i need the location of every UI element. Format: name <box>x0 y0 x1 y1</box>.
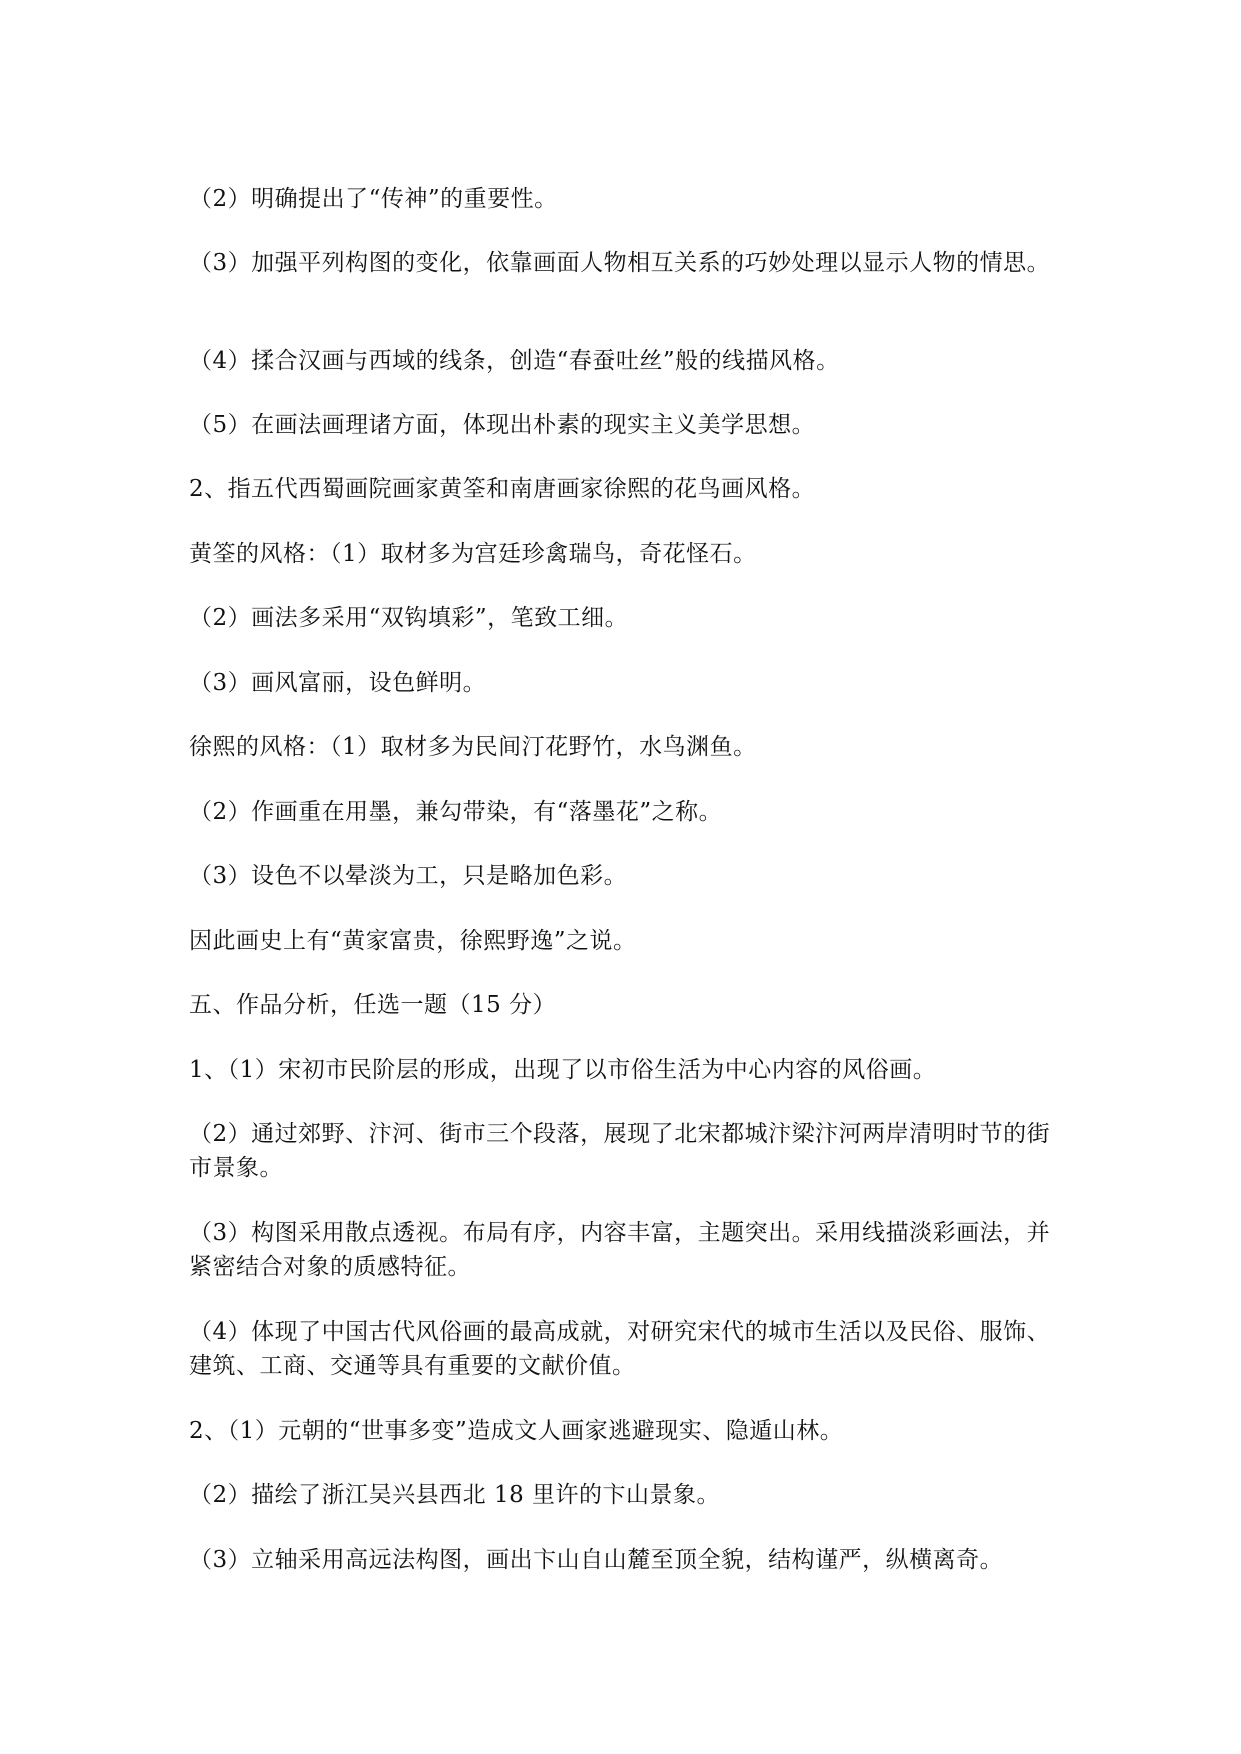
section-heading: 五、作品分析，任选一题（15 分） <box>189 992 557 1018</box>
paragraph-20: （3）立轴采用高远法构图，画出卞山自山麓至顶全貌，结构谨严，纵横离奇。 <box>189 1547 1004 1573</box>
paragraph-18: 2、（1）元朝的“世事多变”造成文人画家逃避现实、隐遁山林。 <box>189 1418 844 1444</box>
paragraph-10: （2）作画重在用墨，兼勾带染，有“落墨花”之称。 <box>189 799 723 825</box>
paragraph-19: （2）描绘了浙江吴兴县西北 18 里许的卞山景象。 <box>189 1482 721 1508</box>
paragraph-7: （2）画法多采用“双钩填彩”，笔致工细。 <box>189 605 629 631</box>
paragraph-6: 黄筌的风格：（1）取材多为宫廷珍禽瑞鸟，奇花怪石。 <box>189 541 757 567</box>
paragraph-17: （4）体现了中国古代风俗画的最高成就，对研究宋代的城市生活以及民俗、服饰、建筑、工商、交通等具有重要的文献价值。 <box>189 1319 1051 1379</box>
paragraph-12: 因此画史上有“黄家富贵，徐熙野逸”之说。 <box>189 928 637 954</box>
paragraph-9: 徐熙的风格：（1）取材多为民间汀花野竹，水鸟渊鱼。 <box>189 734 757 760</box>
paragraph-14: 1、（1）宋初市民阶层的形成，出现了以市俗生活为中心内容的风俗画。 <box>189 1057 937 1083</box>
paragraph-15: （2）通过郊野、汴河、街市三个段落，展现了北宋都城汴梁汴河两岸清明时节的街市景象。 <box>189 1121 1051 1181</box>
paragraph-2: （3）加强平列构图的变化，依靠画面人物相互关系的巧妙处理以显示人物的情思。 <box>189 250 1051 276</box>
paragraph-11: （3）设色不以晕淡为工，只是略加色彩。 <box>189 863 628 889</box>
paragraph-1: （2）明确提出了“传神”的重要性。 <box>189 186 558 212</box>
paragraph-3: （4）揉合汉画与西域的线条，创造“春蚕吐丝”般的线描风格。 <box>189 348 840 374</box>
paragraph-16: （3）构图采用散点透视。布局有序，内容丰富，主题突出。采用线描淡彩画法，并紧密结合对象的质感特征。 <box>189 1220 1051 1280</box>
paragraph-5: 2、指五代西蜀画院画家黄筌和南唐画家徐熙的花鸟画风格。 <box>189 476 816 502</box>
paragraph-8: （3）画风富丽，设色鲜明。 <box>189 670 487 696</box>
paragraph-4: （5）在画法画理诸方面，体现出朴素的现实主义美学思想。 <box>189 412 816 438</box>
